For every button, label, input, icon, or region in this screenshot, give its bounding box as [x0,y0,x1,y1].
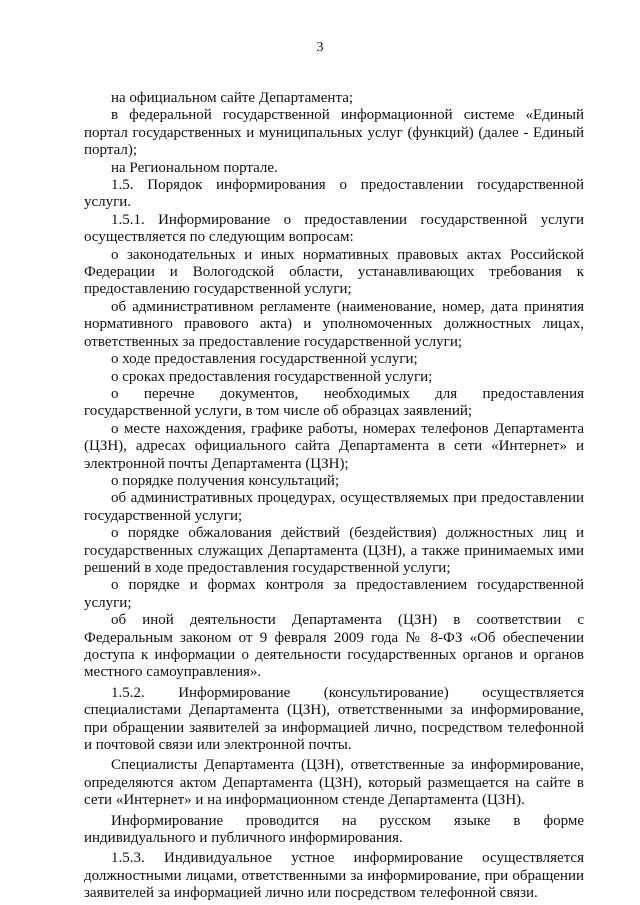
paragraph-official-site: на официальном сайте Департамента; [111,90,354,106]
list-item-deadlines: о сроках предоставления государственной услуги; [111,368,433,385]
list-item-location-contacts: о месте нахождения, графике работы, номерах телефонов Департамента (ЦЗН), адресах официального сайта Департамента в сети «Интернет» и электронной почты Департамента (ЦЗН); [84,420,584,472]
list-item-documents: о перечне документов, необходимых для предоставления государственной услуги, в том числе об образцах заявлений; [84,385,584,420]
list-item-other-activity: об иной деятельности Департамента (ЦЗН) в соответствии с Федеральным законом от 9 февраля 2009 года № 8-ФЗ «Об обеспечении доступа к информации о деятельности государственных органов и органов местного самоуправления». [84,612,584,681]
list-item-appeals: о порядке обжалования действий (бездействия) должностных лиц и государственных служащих Департамента (ЦЗН), а также принимаемых ими решений в ходе предоставления государственной услуги; [84,525,584,576]
list-item-procedures: об административных процедурах, осуществляемых при предоставлении государственной услуги; [84,490,584,524]
paragraph-section-1-5: 1.5. Порядок информирования о предоставлении государственной услуги. [84,177,584,211]
list-item-consultations: о порядке получения консультаций; [111,472,340,489]
paragraph-section-1-5-3: 1.5.3. Индивидуальное устное информирование осуществляется должностными лицами, ответственными за информирование, при обращении заявителей за информацией лично или посредством телефонной связи. [84,850,584,902]
list-item-progress: о ходе предоставления государственной услуги; [111,351,418,368]
list-item-legislation: о законодательных и иных нормативных правовых актах Российской Федерации и Вологодской области, устанавливающих требования к предоставлению государственной услуги; [84,246,584,298]
paragraph-language: Информирование проводится на русском языке в форме индивидуального и публичного информирования. [84,812,584,847]
paragraph-specialists: Специалисты Департамента (ЦЗН), ответственные за информирование, определяются актом Департамента (ЦЗН), который размещается на сайте в сети «Интернет» и на информационном стенде Департамента (ЦЗН). [84,757,584,809]
paragraph-regional-portal: на Региональном портале. [111,159,278,176]
paragraph-section-1-5-2: 1.5.2. Информирование (консультирование) осуществляется специалистами Департамента (ЦЗН), ответственными за информирование, при обращении заявителей за информацией лично, посредством телефонной и почтовой связи или электронной почты. [84,684,584,754]
paragraph-unified-portal: в федеральной государственной информационной системе «Единый портал государственных и муниципальных услуг (функций) (далее - Единый портал); [84,107,584,159]
document-body [84,90,584,903]
page-number: 3 [316,40,324,55]
paragraph-section-1-5-1: 1.5.1. Информирование о предоставлении государственной услуги осуществляется по следующим вопросам: [84,211,584,246]
list-item-control: о порядке и формах контроля за предоставлением государственной услуги; [84,577,584,611]
list-item-regulation: об административном регламенте (наименование, номер, дата принятия нормативного правового акта) и уполномоченных должностных лицах, ответственных за предоставление государственной услуги; [84,298,584,350]
